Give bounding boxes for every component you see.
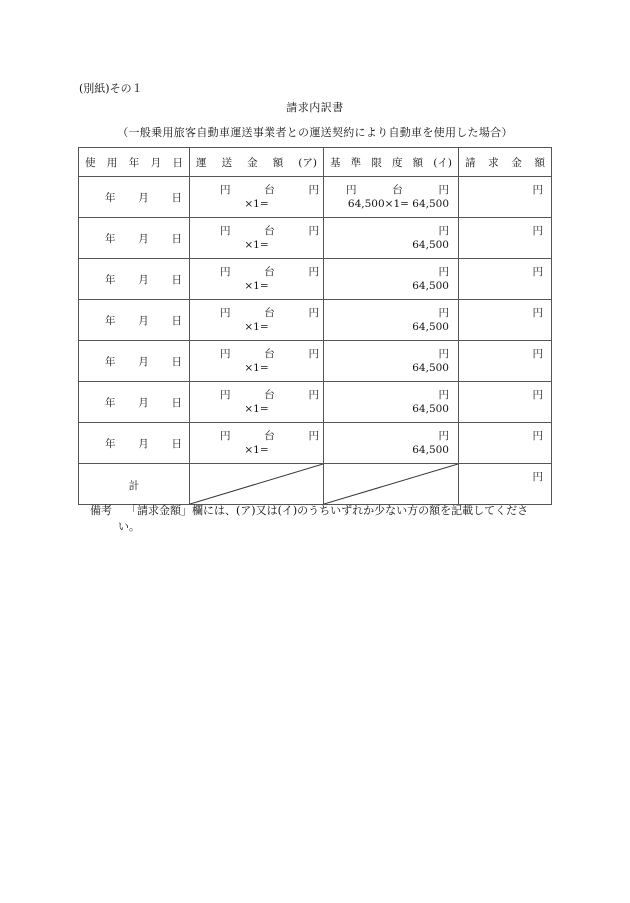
fare-cell[interactable] [190,259,324,300]
vehicle-unit: 台 [264,389,275,401]
yen-unit: 円 [220,307,231,319]
fare-cell[interactable] [190,423,324,464]
day-unit: 日 [171,192,182,204]
yen-unit: 円 [438,266,449,278]
table-row [79,259,552,300]
date-cell[interactable] [79,177,190,218]
fare-cell[interactable] [190,177,324,218]
yen-unit: 円 [220,184,231,196]
day-unit: 日 [171,315,182,327]
header-char: 日 [172,156,183,169]
day-unit: 日 [171,438,182,450]
yen-unit: 円 [308,225,319,237]
remarks-text: 「請求金額」欄には、(ア)又は(イ)のうちいずれか少ない方の額を記載してくださ [126,504,529,517]
fare-formula: ×1= [244,280,269,292]
limit-value: 64,500 [412,362,449,374]
header-char: 年 [128,156,140,169]
yen-unit: 円 [438,307,449,319]
day-unit: 日 [171,356,182,368]
date-cell[interactable] [79,259,190,300]
claim-cell[interactable] [459,382,552,423]
claim-cell[interactable] [459,218,552,259]
fare-formula: ×1= [244,403,269,415]
yen-unit: 円 [308,184,319,196]
date-cell[interactable] [79,300,190,341]
claim-breakdown-table [78,147,552,505]
remarks-note [90,503,560,535]
vehicle-unit: 台 [264,266,275,278]
header-char: 額 [534,156,545,169]
table-row [79,300,552,341]
header-char: 度 [391,156,403,169]
yen-unit: 円 [308,348,319,360]
table-row [79,423,552,464]
remarks-text-continued: い。 [118,520,140,533]
vehicle-unit: 台 [264,307,275,319]
yen-unit: 円 [220,389,231,401]
yen-unit: 円 [220,266,231,278]
limit-cell [324,259,459,300]
limit-cell [324,423,459,464]
limit-formula: 64,500×1= 64,500 [347,198,449,210]
claim-cell[interactable] [459,259,552,300]
year-unit: 年 [105,274,116,286]
header-char: 額 [272,156,284,169]
header-claim-amount [459,148,552,177]
yen-unit: 円 [532,471,543,483]
fare-formula: ×1= [244,321,269,333]
yen-unit: 円 [438,430,449,442]
vehicle-unit: 台 [264,348,275,360]
limit-total-cell-crossed [324,464,459,505]
vehicle-unit: 台 [264,430,275,442]
header-char: 請 [465,156,476,169]
table-header-row [79,148,552,177]
table-row [79,177,552,218]
fare-cell[interactable] [190,341,324,382]
limit-value: 64,500 [412,444,449,456]
limit-value: 64,500 [412,280,449,292]
month-unit: 月 [138,315,149,327]
month-unit: 月 [138,192,149,204]
claim-total-cell[interactable] [459,464,552,505]
yen-unit: 円 [308,307,319,319]
header-char: 限 [371,156,382,169]
header-char: 額 [412,156,424,169]
month-unit: 月 [138,233,149,245]
year-unit: 年 [105,356,116,368]
yen-unit: 円 [532,307,543,319]
table-row [79,382,552,423]
header-char: 求 [488,156,499,169]
header-char: 準 [350,156,362,169]
diagonal-strike [324,464,458,504]
limit-cell [324,382,459,423]
year-unit: 年 [105,438,116,450]
claim-cell[interactable] [459,341,552,382]
remarks-label: 備考 [90,504,112,517]
yen-unit: 円 [308,389,319,401]
annex-label: (別紙)その１ [79,82,143,95]
total-label-cell [79,464,190,505]
yen-unit: 円 [308,430,319,442]
yen-unit: 円 [438,184,449,196]
yen-unit: 円 [532,184,543,196]
date-cell[interactable] [79,423,190,464]
header-fare-amount [190,148,324,177]
limit-value: 64,500 [412,321,449,333]
month-unit: 月 [138,397,149,409]
fare-formula: ×1= [244,198,269,210]
header-usage-date [79,148,190,177]
month-unit: 月 [138,356,149,368]
limit-cell [324,300,459,341]
limit-cell [324,341,459,382]
header-char: 金 [247,156,258,169]
total-label: 計 [128,480,140,492]
header-char: 基 [330,156,341,169]
header-char: 用 [106,156,118,169]
fare-cell[interactable] [190,300,324,341]
vehicle-unit: 台 [264,225,275,237]
header-char: 月 [150,156,162,169]
fare-formula: ×1= [244,239,269,251]
month-unit: 月 [138,274,149,286]
yen-unit: 円 [532,348,543,360]
claim-cell[interactable] [459,300,552,341]
header-char: 金 [511,156,522,169]
yen-unit: 円 [220,348,231,360]
date-cell[interactable] [79,218,190,259]
day-unit: 日 [171,274,182,286]
yen-unit: 円 [532,430,543,442]
total-row [79,464,552,505]
yen-unit: 円 [220,225,231,237]
table-row [79,218,552,259]
fare-cell[interactable] [190,382,324,423]
year-unit: 年 [105,397,116,409]
yen-unit: 円 [532,225,543,237]
fare-total-cell-crossed [190,464,324,505]
year-unit: 年 [105,233,116,245]
day-unit: 日 [171,233,182,245]
vehicle-unit: 台 [392,184,403,196]
header-char: 運 [196,156,207,169]
claim-cell[interactable] [459,423,552,464]
month-unit: 月 [138,438,149,450]
header-limit-amount [324,148,459,177]
limit-cell [324,218,459,259]
fare-cell[interactable] [190,218,324,259]
yen-unit: 円 [438,225,449,237]
vehicle-unit: 台 [264,184,275,196]
fare-formula: ×1= [244,362,269,374]
header-char: (ア) [298,156,317,169]
header-char: 送 [221,156,233,169]
header-char: 使 [85,156,96,169]
fare-formula: ×1= [244,444,269,456]
diagonal-strike [190,464,323,504]
date-cell[interactable] [79,382,190,423]
header-char: (イ) [433,156,452,169]
yen-unit: 円 [532,266,543,278]
document-subtitle: （一般乗用旅客自動車運送事業者との運送契約により自動車を使用した場合） [117,126,513,139]
limit-value: 64,500 [412,239,449,251]
yen-unit: 円 [438,389,449,401]
yen-unit: 円 [308,266,319,278]
yen-unit: 円 [438,348,449,360]
document-title: 請求内訳書 [286,101,344,114]
limit-cell [324,177,459,218]
year-unit: 年 [105,315,116,327]
claim-cell[interactable] [459,177,552,218]
year-unit: 年 [105,192,116,204]
yen-unit: 円 [346,184,357,196]
yen-unit: 円 [532,389,543,401]
limit-value: 64,500 [412,403,449,415]
yen-unit: 円 [220,430,231,442]
date-cell[interactable] [79,341,190,382]
day-unit: 日 [171,397,182,409]
table-row [79,341,552,382]
